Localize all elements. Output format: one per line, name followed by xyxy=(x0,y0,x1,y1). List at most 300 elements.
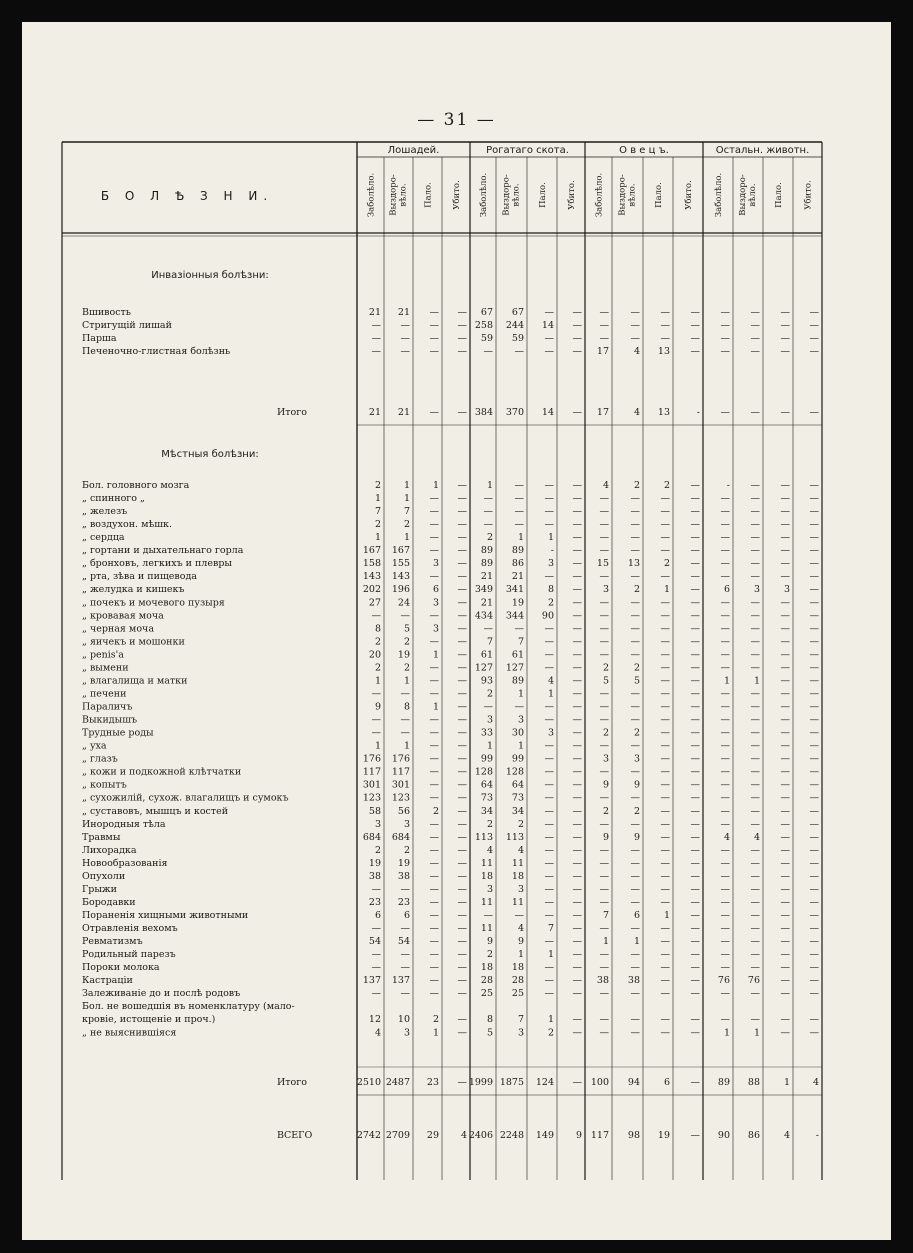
table-row-cell: — xyxy=(630,610,640,622)
table-row-cell: — xyxy=(429,857,439,869)
table-row-cell: — xyxy=(750,649,760,661)
header-subcol-13: вѣло. xyxy=(748,183,758,207)
table-row-cell: 6 xyxy=(374,909,381,921)
table-row-cell: — xyxy=(690,740,700,752)
table-row-cell: — xyxy=(720,857,730,869)
table-row-cell: — xyxy=(780,962,790,974)
table-row-cell: 1 xyxy=(633,936,640,948)
table-row-cell: — xyxy=(457,623,467,635)
grand-total-row-cell: 2248 xyxy=(499,1130,524,1141)
table-row-cell: — xyxy=(599,1027,609,1039)
table-row-cell: — xyxy=(690,307,700,318)
table-row-cell: — xyxy=(572,506,582,518)
table-row-cell: — xyxy=(809,818,819,830)
table-row-cell: — xyxy=(780,779,790,791)
table-row-cell: 2 xyxy=(374,480,381,491)
table-row-cell: — xyxy=(457,883,467,895)
table-row-cell: — xyxy=(660,740,670,752)
table-row-cell: 4 xyxy=(633,346,640,357)
table-row-cell: 684 xyxy=(362,831,381,843)
table-row-cell: 2 xyxy=(602,727,609,739)
table-row-cell: — xyxy=(572,727,582,739)
table-row-cell: — xyxy=(371,688,381,700)
table-row-cell: — xyxy=(599,988,609,1000)
table-row-label: Пороки молока xyxy=(82,962,160,974)
table-row-cell: — xyxy=(690,701,700,713)
table-row-cell: 9 xyxy=(486,936,493,948)
table-row-cell: 18 xyxy=(480,870,493,882)
table-row-cell: — xyxy=(572,649,582,661)
table-row-cell: — xyxy=(630,896,640,908)
table-row-cell: — xyxy=(809,636,819,648)
table-row-cell: 89 xyxy=(511,545,524,557)
table-row-cell: 38 xyxy=(397,870,410,882)
table-row-cell: — xyxy=(457,307,467,318)
grand-total-row-cell: 9 xyxy=(575,1130,582,1141)
table-row-cell: — xyxy=(660,805,670,817)
table-row-cell: — xyxy=(572,346,582,357)
grand-total-row-cell: 86 xyxy=(747,1130,760,1141)
table-row-cell: — xyxy=(720,610,730,622)
table-row-cell: — xyxy=(572,636,582,648)
table-row-cell: — xyxy=(544,818,554,830)
table-row-cell: — xyxy=(457,766,467,778)
table-row-cell: — xyxy=(457,727,467,739)
table-row-cell: 202 xyxy=(362,584,381,596)
total-row-cell: 89 xyxy=(717,1077,730,1088)
table-row-cell: — xyxy=(429,636,439,648)
table-row-cell: 19 xyxy=(368,857,381,869)
table-row-cell: — xyxy=(750,571,760,583)
table-row-cell: — xyxy=(429,923,439,935)
table-row-cell: — xyxy=(514,623,524,635)
grand-total-row-cell: 98 xyxy=(627,1130,640,1141)
table-row-cell: — xyxy=(544,519,554,531)
table-row-cell: — xyxy=(720,662,730,674)
table-row-cell: 2 xyxy=(633,662,640,674)
table-row-cell: 1 xyxy=(374,493,381,505)
table-row-cell: — xyxy=(630,857,640,869)
table-row-cell: — xyxy=(780,493,790,505)
table-row-cell: 3 xyxy=(602,584,609,596)
table-row-cell: 1 xyxy=(547,949,554,961)
total-row-cell: 23 xyxy=(426,1077,439,1088)
header-subcol-13: Выздоро- xyxy=(738,174,748,216)
table-row-cell: 67 xyxy=(480,307,493,318)
table-row-cell: — xyxy=(660,988,670,1000)
table-row-cell: — xyxy=(750,701,760,713)
table-row-cell: — xyxy=(809,688,819,700)
table-row-cell: — xyxy=(572,740,582,752)
table-row-cell: — xyxy=(371,727,381,739)
table-row-cell: — xyxy=(690,714,700,726)
table-row-cell: — xyxy=(630,623,640,635)
total-row-cell: 2510 xyxy=(356,1077,381,1088)
table-row-cell: 7 xyxy=(602,909,609,921)
table-row-cell: 2 xyxy=(633,805,640,817)
table-row-cell: — xyxy=(429,714,439,726)
table-row-cell: — xyxy=(599,923,609,935)
table-row-cell: — xyxy=(630,545,640,557)
table-row-cell: 2 xyxy=(663,480,670,491)
table-row-cell: — xyxy=(457,493,467,505)
total-row-cell: 1875 xyxy=(499,1077,524,1088)
table-row-cell: — xyxy=(690,346,700,357)
table-row-cell: — xyxy=(544,649,554,661)
table-row-cell: 64 xyxy=(511,779,524,791)
table-row-cell: — xyxy=(483,346,493,357)
table-row-cell: — xyxy=(544,909,554,921)
table-row-cell: — xyxy=(572,857,582,869)
table-row-cell: — xyxy=(544,844,554,856)
table-row-cell: — xyxy=(630,519,640,531)
table-row-cell: — xyxy=(544,753,554,765)
table-row-cell: 123 xyxy=(362,792,381,804)
table-row-label: „ железъ xyxy=(82,506,128,518)
table-row-cell: — xyxy=(572,831,582,843)
table-row-label: „ желудка и кишекъ xyxy=(82,584,185,596)
table-row-cell: — xyxy=(572,623,582,635)
table-row-cell: 6 xyxy=(633,909,640,921)
table-row-cell: — xyxy=(429,936,439,948)
table-row-cell: — xyxy=(371,949,381,961)
table-row-cell: - xyxy=(550,545,554,557)
table-row-cell: — xyxy=(690,753,700,765)
table-row-cell: — xyxy=(809,857,819,869)
table-row-cell: 9 xyxy=(602,831,609,843)
table-row-cell: — xyxy=(750,333,760,344)
table-row-cell: 1 xyxy=(547,688,554,700)
table-row-cell: — xyxy=(400,320,410,331)
table-row-cell: — xyxy=(599,870,609,882)
table-row-cell: — xyxy=(690,883,700,895)
table-row-cell: — xyxy=(572,597,582,609)
table-row-cell: — xyxy=(690,506,700,518)
table-row-cell: — xyxy=(809,896,819,908)
table-row-cell: — xyxy=(780,346,790,357)
table-row-cell: 5 xyxy=(602,675,609,687)
table-row-cell: — xyxy=(780,675,790,687)
table-row-cell: — xyxy=(429,792,439,804)
table-row-cell: — xyxy=(750,753,760,765)
table-row-cell: — xyxy=(630,962,640,974)
total-row-cell: — xyxy=(750,407,760,418)
table-row-cell: 2 xyxy=(374,519,381,531)
table-row-cell: — xyxy=(750,923,760,935)
table-row-cell: 2 xyxy=(486,949,493,961)
table-row-cell: — xyxy=(599,844,609,856)
table-row-label: Параличъ xyxy=(82,701,133,713)
table-row-cell: — xyxy=(690,688,700,700)
table-row-cell: — xyxy=(720,623,730,635)
table-row-cell: — xyxy=(572,545,582,557)
table-row-cell: — xyxy=(429,753,439,765)
table-row-cell: — xyxy=(780,753,790,765)
table-row-cell: — xyxy=(599,896,609,908)
table-row-cell: — xyxy=(690,649,700,661)
table-row-label: „ влагалища и матки xyxy=(82,675,188,687)
table-row-label: Ревматизмъ xyxy=(82,936,143,948)
grand-total-row-cell: 4 xyxy=(460,1130,467,1141)
table-row-cell: — xyxy=(660,962,670,974)
table-row-cell: 4 xyxy=(723,831,730,843)
table-row-cell: — xyxy=(572,1027,582,1039)
table-row-cell: — xyxy=(780,597,790,609)
table-row-cell: 1 xyxy=(374,740,381,752)
table-row-cell: 258 xyxy=(474,320,493,331)
table-row-cell: — xyxy=(457,909,467,921)
table-row-cell: — xyxy=(572,818,582,830)
table-row-cell: — xyxy=(660,610,670,622)
table-row-cell: 15 xyxy=(596,558,609,570)
table-row-label: „ яичекъ и мошонки xyxy=(82,636,185,648)
header-subcol-5: вѣло. xyxy=(511,183,522,207)
table-row-label: „ сердца xyxy=(82,532,125,544)
table-row-cell: — xyxy=(572,480,582,491)
table-row-cell: 5 xyxy=(403,623,410,635)
table-row-cell: — xyxy=(457,988,467,1000)
table-row-cell: — xyxy=(720,714,730,726)
table-row-cell: — xyxy=(660,636,670,648)
table-row-cell: 13 xyxy=(627,558,640,570)
table-row-cell: — xyxy=(809,975,819,987)
table-row-cell: — xyxy=(720,649,730,661)
header-subcol-9: Выздоро- xyxy=(617,174,628,216)
table-row-cell: 3 xyxy=(547,727,554,739)
table-row-cell: 2 xyxy=(663,558,670,570)
table-row-cell: — xyxy=(750,1014,760,1026)
table-row-cell: — xyxy=(690,480,700,491)
table-row-cell: 3 xyxy=(486,714,493,726)
table-row-cell: — xyxy=(720,753,730,765)
table-row-cell: — xyxy=(457,753,467,765)
table-row-label: Инородныя тѣла xyxy=(82,818,166,830)
table-row-cell: 2 xyxy=(486,818,493,830)
table-row-cell: — xyxy=(690,623,700,635)
table-row-cell: 1 xyxy=(517,740,524,752)
table-row-cell: 61 xyxy=(480,649,493,661)
table-row-cell: 30 xyxy=(511,727,524,739)
table-row-cell: — xyxy=(599,949,609,961)
table-row-cell: 18 xyxy=(480,962,493,974)
table-row-cell: — xyxy=(750,844,760,856)
table-row-cell: — xyxy=(544,493,554,505)
table-row-cell: 76 xyxy=(747,975,760,987)
table-row-cell: — xyxy=(630,949,640,961)
table-row-label: „ копытъ xyxy=(82,779,127,791)
table-row-cell: — xyxy=(429,610,439,622)
table-row-cell: 6 xyxy=(432,584,439,596)
table-row-cell: — xyxy=(544,857,554,869)
table-row-cell: 137 xyxy=(362,975,381,987)
table-row-cell: — xyxy=(544,962,554,974)
table-row-cell: — xyxy=(660,792,670,804)
table-row-cell: 2 xyxy=(403,844,410,856)
table-row-cell: 11 xyxy=(511,896,524,908)
table-row-cell: — xyxy=(809,962,819,974)
table-row-cell: — xyxy=(457,558,467,570)
table-row-cell: — xyxy=(483,623,493,635)
table-row-cell: — xyxy=(371,923,381,935)
table-row-cell: — xyxy=(780,545,790,557)
table-row-cell: — xyxy=(780,571,790,583)
table-row-cell: — xyxy=(809,532,819,544)
table-row-cell: — xyxy=(572,936,582,948)
table-row-cell: — xyxy=(457,506,467,518)
table-row-cell: — xyxy=(780,766,790,778)
table-row-cell: — xyxy=(457,740,467,752)
table-row-cell: — xyxy=(809,870,819,882)
table-row-cell: 9 xyxy=(633,831,640,843)
table-row-cell: — xyxy=(750,545,760,557)
table-row-label: Бол. головного мозга xyxy=(82,480,190,491)
table-row-cell: 3 xyxy=(633,753,640,765)
table-row-label: Пораненія хищными животными xyxy=(82,909,249,921)
table-row-cell: — xyxy=(572,333,582,344)
table-row-cell: — xyxy=(514,493,524,505)
table-row-cell: — xyxy=(429,988,439,1000)
table-row-cell: 143 xyxy=(391,571,410,583)
table-row-cell: — xyxy=(599,649,609,661)
table-row-cell: — xyxy=(780,792,790,804)
table-row-cell: — xyxy=(720,805,730,817)
total-row-cell: - xyxy=(696,407,700,418)
table-row-cell: — xyxy=(750,597,760,609)
table-row-cell: — xyxy=(457,571,467,583)
table-row-cell: — xyxy=(514,909,524,921)
table-row-cell: — xyxy=(660,333,670,344)
table-row-cell: — xyxy=(780,831,790,843)
table-row-cell: — xyxy=(457,818,467,830)
table-row-cell: 7 xyxy=(374,506,381,518)
table-row-cell: — xyxy=(630,688,640,700)
table-row-cell: — xyxy=(429,320,439,331)
table-row-cell: 19 xyxy=(397,649,410,661)
table-row-cell: 21 xyxy=(397,307,410,318)
table-row-cell: — xyxy=(630,923,640,935)
header-subcol-15: Убито. xyxy=(803,180,814,210)
table-row-cell: 1 xyxy=(663,909,670,921)
table-row-cell: — xyxy=(780,688,790,700)
table-row-cell: — xyxy=(720,883,730,895)
table-row-cell: 5 xyxy=(633,675,640,687)
table-row-cell: — xyxy=(572,493,582,505)
table-row-cell: — xyxy=(720,844,730,856)
table-row-cell: 89 xyxy=(480,558,493,570)
table-row-cell: — xyxy=(750,766,760,778)
table-row-cell: — xyxy=(400,988,410,1000)
table-row-cell: — xyxy=(599,857,609,869)
table-row-cell: — xyxy=(690,1027,700,1039)
table-row-cell: — xyxy=(457,662,467,674)
table-row-label: Родильный парезъ xyxy=(82,949,176,961)
table-row-cell: 21 xyxy=(480,597,493,609)
table-row-cell: — xyxy=(780,857,790,869)
table-row-cell: — xyxy=(720,597,730,609)
table-row-cell: 341 xyxy=(505,584,524,596)
table-row-cell: — xyxy=(599,740,609,752)
table-row-cell: — xyxy=(572,662,582,674)
table-row-cell: — xyxy=(809,584,819,596)
grand-total-row-cell: 19 xyxy=(657,1130,670,1141)
table-row-cell: — xyxy=(429,688,439,700)
table-row-cell: - xyxy=(726,480,730,491)
table-row-cell: — xyxy=(780,949,790,961)
table-row-cell: — xyxy=(660,1027,670,1039)
table-row-cell: — xyxy=(457,857,467,869)
table-row-label: Отравленія вехомъ xyxy=(82,923,178,935)
table-row-cell: — xyxy=(720,870,730,882)
table-row-cell: — xyxy=(483,909,493,921)
table-row-cell: 33 xyxy=(480,727,493,739)
table-row-cell: — xyxy=(457,545,467,557)
table-row-cell: — xyxy=(429,962,439,974)
header-title: Б О Л Ѣ З Н И. xyxy=(100,189,274,203)
table-row-cell: — xyxy=(371,333,381,344)
table-row-cell: — xyxy=(544,307,554,318)
table-row-cell: — xyxy=(720,493,730,505)
table-row-cell: — xyxy=(572,962,582,974)
total-row-cell: 88 xyxy=(747,1077,760,1088)
table-row-cell: — xyxy=(457,831,467,843)
table-row-cell: — xyxy=(660,623,670,635)
table-row-cell: — xyxy=(457,597,467,609)
table-row-cell: — xyxy=(809,346,819,357)
table-row-cell: — xyxy=(750,727,760,739)
table-row-cell: — xyxy=(809,792,819,804)
table-row-cell: — xyxy=(809,597,819,609)
table-row-cell: — xyxy=(630,571,640,583)
table-row-cell: — xyxy=(690,532,700,544)
table-row-cell: — xyxy=(457,962,467,974)
total-row-cell: 21 xyxy=(368,407,381,418)
table-row-label: „ гортани и дыхательнаго горла xyxy=(82,545,244,557)
table-row-cell: — xyxy=(720,896,730,908)
table-row-cell: 2 xyxy=(633,480,640,491)
table-row-cell: — xyxy=(720,792,730,804)
table-row-cell: 38 xyxy=(368,870,381,882)
table-row-cell: — xyxy=(690,831,700,843)
table-row-cell: 301 xyxy=(362,779,381,791)
table-row-cell: 123 xyxy=(391,792,410,804)
table-row-cell: — xyxy=(429,662,439,674)
table-row-cell: 2 xyxy=(547,597,554,609)
header-subcol-1: Выздоро- xyxy=(388,174,399,216)
grand-total-row-cell: 149 xyxy=(535,1130,554,1141)
table-row-cell: — xyxy=(690,936,700,948)
total-row-cell: 124 xyxy=(535,1077,554,1088)
table-row-label: „ почекъ и мочевого пузыря xyxy=(82,597,225,609)
table-row-cell: 2 xyxy=(432,1014,439,1026)
table-row-cell: — xyxy=(780,649,790,661)
table-row-cell: 2 xyxy=(602,662,609,674)
total-row-cell: 21 xyxy=(397,407,410,418)
table-row-cell: 128 xyxy=(505,766,524,778)
table-row-cell: — xyxy=(544,805,554,817)
table-row-cell: — xyxy=(750,805,760,817)
table-row-cell: — xyxy=(599,636,609,648)
table-row-cell: — xyxy=(544,623,554,635)
table-row-cell: — xyxy=(809,949,819,961)
table-row-cell: — xyxy=(720,701,730,713)
table-row-cell: — xyxy=(599,571,609,583)
table-row-cell: — xyxy=(780,1027,790,1039)
table-row-cell: — xyxy=(457,480,467,491)
total-row-cell: 2487 xyxy=(385,1077,410,1088)
table-row-cell: — xyxy=(809,307,819,318)
table-row-cell: — xyxy=(750,346,760,357)
table-row-cell: 21 xyxy=(480,571,493,583)
